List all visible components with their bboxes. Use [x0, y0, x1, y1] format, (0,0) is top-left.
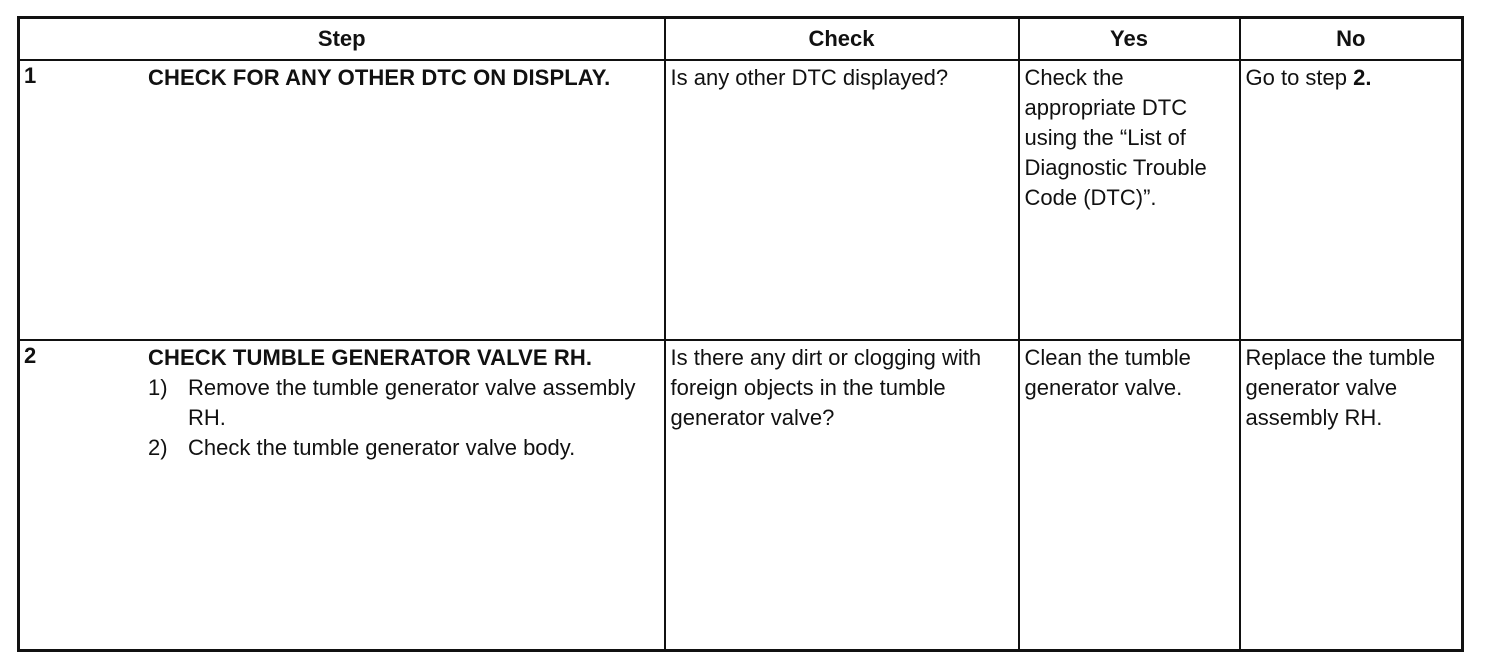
- no-cell: [1240, 60, 1463, 340]
- diagnostic-table: [17, 16, 1464, 652]
- yes-action: Clean the tumble generator valve.: [1024, 345, 1191, 401]
- header-yes: Yes: [1019, 18, 1240, 61]
- check-cell: [665, 60, 1019, 340]
- no-cell: [1240, 340, 1463, 650]
- step-number: 2: [24, 343, 37, 369]
- substep-text: Remove the tumble generator valve assembly RH.: [188, 375, 636, 431]
- substep-number: 1): [148, 375, 168, 401]
- yes-action: Check the appropriate DTC using the “List of Diagnostic Trouble Code (DTC)”.: [1024, 65, 1207, 210]
- substep: [148, 373, 664, 433]
- header-no: No: [1240, 18, 1463, 61]
- header-step: Step: [19, 18, 665, 61]
- step-title: CHECK TUMBLE GENERATOR VALVE RH.: [148, 345, 593, 371]
- step-cell: [19, 340, 665, 650]
- substep-number: 2): [148, 435, 168, 461]
- check-question: Is there any dirt or clogging with foreign objects in the tumble generator valve?: [670, 345, 982, 431]
- no-action-step: 2.: [1353, 65, 1372, 90]
- substep-text: Check the tumble generator valve body.: [188, 435, 576, 461]
- header-check: Check: [665, 18, 1019, 61]
- no-action: [1241, 61, 1462, 93]
- table-row: [19, 60, 1463, 340]
- header-row: [19, 18, 1463, 61]
- table-row: [19, 340, 1463, 650]
- step-cell: [19, 60, 665, 340]
- no-action: Replace the tumble generator valve assembly RH.: [1245, 345, 1436, 431]
- yes-cell: [1019, 340, 1240, 650]
- yes-cell: [1019, 60, 1240, 340]
- check-cell: [665, 340, 1019, 650]
- step-number: 1: [24, 63, 37, 88]
- check-question: Is any other DTC displayed?: [670, 65, 949, 90]
- no-action-prefix: Go to step: [1245, 65, 1354, 90]
- step-title: CHECK FOR ANY OTHER DTC ON DISPLAY.: [148, 65, 611, 90]
- substep: [148, 433, 664, 463]
